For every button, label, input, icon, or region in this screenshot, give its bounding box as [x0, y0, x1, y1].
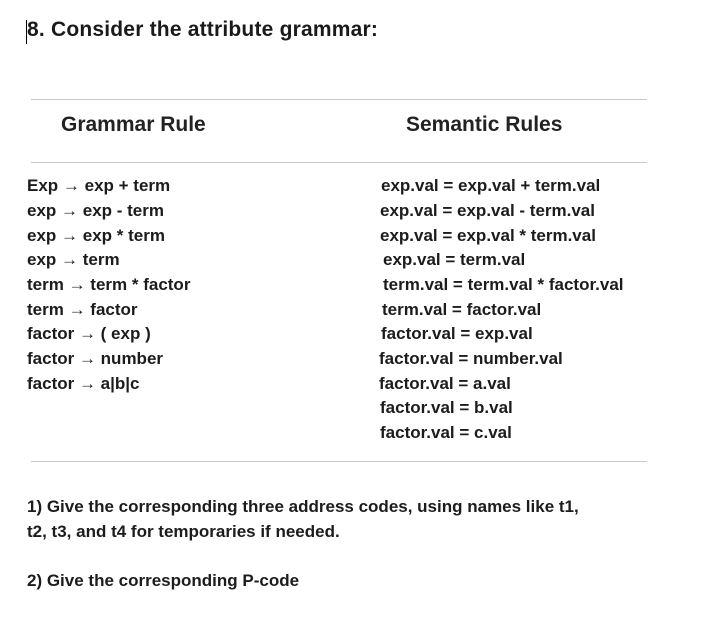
semantic-rule-row: factor.val = c.val — [380, 423, 512, 442]
semantic-rule-row: term.val = factor.val — [382, 300, 542, 319]
semantic-rule-row: exp.val = exp.val + term.val — [381, 176, 601, 195]
semantic-rule-row: exp.val = term.val — [383, 250, 526, 269]
question-1-line-2: t2, t3, and t4 for temporaries if needed. — [27, 522, 340, 541]
header-semantic-rules: Semantic Rules — [406, 113, 563, 136]
grammar-rule-row: exp → term — [27, 250, 120, 269]
question-title: 8. Consider the attribute grammar: — [27, 18, 379, 41]
grammar-rule-row: factor → a|b|c — [27, 374, 140, 393]
grammar-rule-row: exp → exp * term — [27, 226, 165, 245]
semantic-rule-row: exp.val = exp.val - term.val — [380, 201, 595, 220]
question-1-line-1: 1) Give the corresponding three address codes, using names like t1, — [27, 497, 579, 516]
table-top-border — [31, 99, 647, 100]
semantic-rule-row: exp.val = exp.val * term.val — [380, 226, 596, 245]
question-2: 2) Give the corresponding P-code — [27, 571, 300, 590]
semantic-rule-row: factor.val = number.val — [379, 349, 563, 368]
semantic-rule-row: term.val = term.val * factor.val — [383, 275, 624, 294]
semantic-rule-row: factor.val = a.val — [379, 374, 511, 393]
semantic-rule-row: factor.val = b.val — [380, 398, 513, 417]
grammar-rule-row: factor → ( exp ) — [27, 324, 151, 343]
grammar-rule-row: exp → exp - term — [27, 201, 164, 220]
table-bottom-border — [31, 461, 647, 462]
table-header-divider — [31, 162, 647, 163]
semantic-rule-row: factor.val = exp.val — [381, 324, 533, 343]
header-grammar-rule: Grammar Rule — [61, 113, 206, 136]
grammar-rule-row: factor → number — [27, 349, 164, 368]
grammar-rule-row: term → factor — [27, 300, 138, 319]
grammar-rule-row: Exp → exp + term — [27, 176, 171, 195]
grammar-rule-row: term → term * factor — [27, 275, 191, 294]
